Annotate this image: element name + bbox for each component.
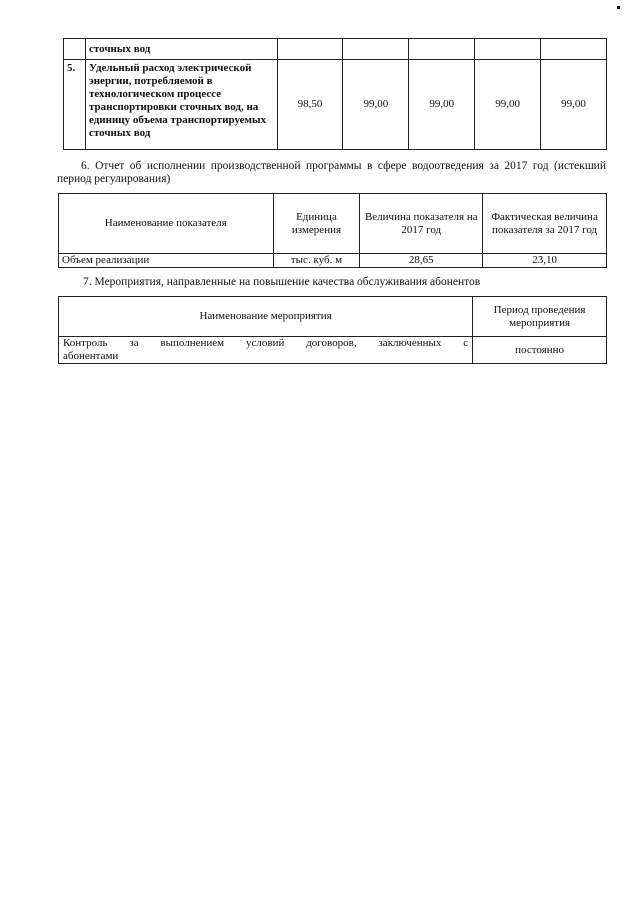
indicator-name: Объем реализации [59,254,274,268]
header-period: Период проведения мероприятия [473,297,607,337]
actual-value: 23,10 [483,254,607,268]
table-header-row [59,194,607,254]
value-cell [541,39,607,60]
table-row [59,254,607,268]
value-cell: 99,00 [409,60,475,150]
measure-name [59,337,473,364]
value-cell: 98,50 [277,60,343,150]
scan-mark [617,6,620,9]
row-number [64,39,86,60]
measure-name-line2: абонентами [63,350,119,362]
row-number: 5. [64,60,86,150]
header-planned-value: Величина показателя на 2017 год [360,194,483,254]
planned-value: 28,65 [360,254,483,268]
indicator-name: Удельный расход электрической энергии, потребляемой в технологическом процессе транспортировки сточных вод, на единицу объема транспортируемых сточных вод [85,60,277,150]
header-actual-value: Фактическая величина показателя за 2017 год [483,194,607,254]
table-row [64,60,607,150]
section-7-title: 7. Мероприятия, направленные на повышение качества обслуживания абонентов [83,276,481,288]
value-cell [475,39,541,60]
table-row [64,39,607,60]
measures-table [58,296,607,364]
header-indicator-name: Наименование показателя [59,194,274,254]
value-cell [277,39,343,60]
period-cell: постоянно [473,337,607,364]
value-cell [409,39,475,60]
header-unit: Единица измерения [273,194,360,254]
unit-cell: тыс. куб. м [273,254,360,268]
value-cell: 99,00 [475,60,541,150]
indicator-name-cont: сточных вод [85,39,277,60]
report-table [58,193,607,268]
table-header-row [59,297,607,337]
value-cell: 99,00 [541,60,607,150]
indicators-table [63,38,607,150]
header-measure-name: Наименование мероприятия [59,297,473,337]
table-row [59,337,607,364]
value-cell [343,39,409,60]
value-cell: 99,00 [343,60,409,150]
section-6-title: 6. Отчет об исполнении производственной программы в сфере водоотведения за 2017 год (истекший период регулирования) [57,160,606,185]
measure-name-line1: Контроль за выполнением условий договоров, заключенных с [63,337,469,349]
